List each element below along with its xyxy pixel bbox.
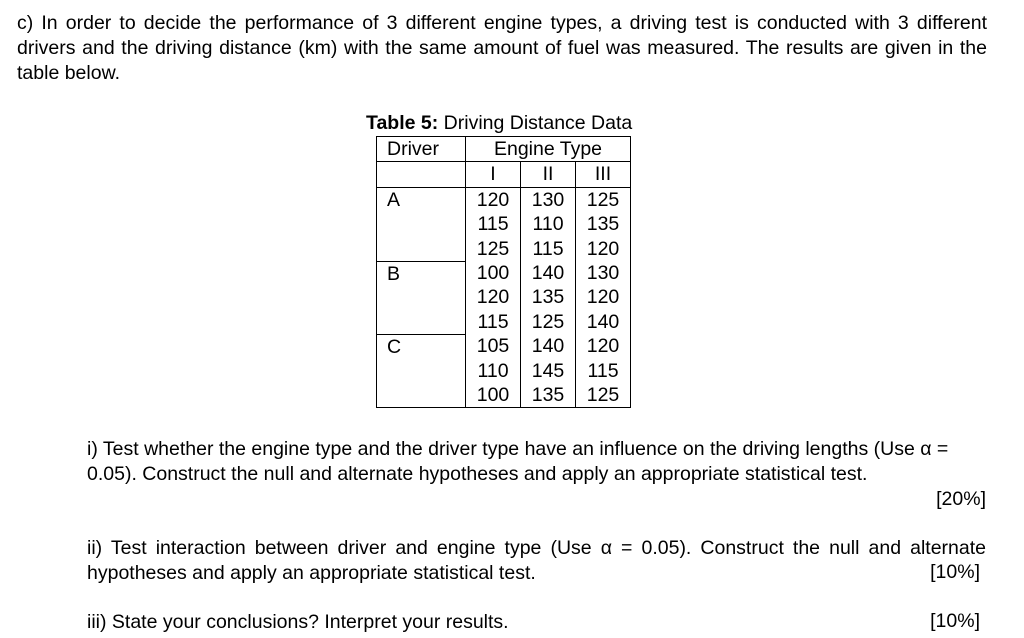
table-cell: 135 [521, 285, 576, 309]
table-cell: 130 [521, 187, 576, 212]
question-mark: [20%] [936, 488, 986, 510]
table-caption-label: Table 5: [366, 112, 439, 134]
engine-type-label: III [576, 162, 631, 187]
driver-header: Driver [377, 137, 466, 162]
table-cell: 120 [576, 285, 631, 309]
table-cell: 105 [466, 334, 521, 358]
driver-label: C [377, 334, 466, 408]
driving-distance-table [376, 136, 631, 408]
table-cell: 120 [466, 187, 521, 212]
driver-label: A [377, 187, 466, 261]
table-cell: 125 [521, 310, 576, 334]
table-caption [366, 112, 632, 135]
table-cell: 115 [466, 310, 521, 334]
engine-type-header: Engine Type [466, 137, 631, 162]
table-cell: 140 [521, 334, 576, 358]
table-cell: 125 [576, 187, 631, 212]
table-cell: 125 [576, 383, 631, 408]
question-text: ii) Test interaction between driver and engine type (Use α = 0.05). Construct the null and alternate hypotheses and apply an appropriate statistical test. [87, 537, 986, 584]
table-cell: 100 [466, 383, 521, 408]
question-mark: [10%] [930, 610, 980, 632]
table-cell: 115 [466, 212, 521, 236]
table-row [377, 261, 631, 285]
table-row [377, 334, 631, 358]
table-cell: 110 [521, 212, 576, 236]
driver-label: B [377, 261, 466, 334]
question-i [87, 437, 986, 512]
table-caption-text: Driving Distance Data [438, 112, 633, 134]
table-cell: 135 [521, 383, 576, 408]
table-cell: 100 [466, 261, 521, 285]
table-cell: 115 [521, 237, 576, 261]
table-cell: 120 [576, 334, 631, 358]
table-cell: 135 [576, 212, 631, 236]
intro-paragraph: c) In order to decide the performance of 3 different engine types, a driving test is conducted with 3 different drivers and the driving distance (km) with the same amount of fuel was measured. The results are given in the table below. [17, 12, 987, 84]
table-cell: 120 [576, 237, 631, 261]
question-ii [87, 536, 986, 586]
table-cell: 110 [466, 359, 521, 383]
table-cell: 125 [466, 237, 521, 261]
table-cell: 140 [521, 261, 576, 285]
table-cell: 140 [576, 310, 631, 334]
engine-type-label: II [521, 162, 576, 187]
question-text: i) Test whether the engine type and the driver type have an influence on the driving lengths (Use α = 0.05). Construct the null and alternate hypotheses and apply an appropriate statistical test. [87, 438, 949, 485]
table-cell: 120 [466, 285, 521, 309]
engine-type-label: I [466, 162, 521, 187]
table-cell: 115 [576, 359, 631, 383]
question-mark: [10%] [930, 561, 980, 583]
table-cell: 145 [521, 359, 576, 383]
table-row [377, 187, 631, 212]
table-cell: 130 [576, 261, 631, 285]
question-iii-text: iii) State your conclusions? Interpret your results. [87, 611, 509, 633]
